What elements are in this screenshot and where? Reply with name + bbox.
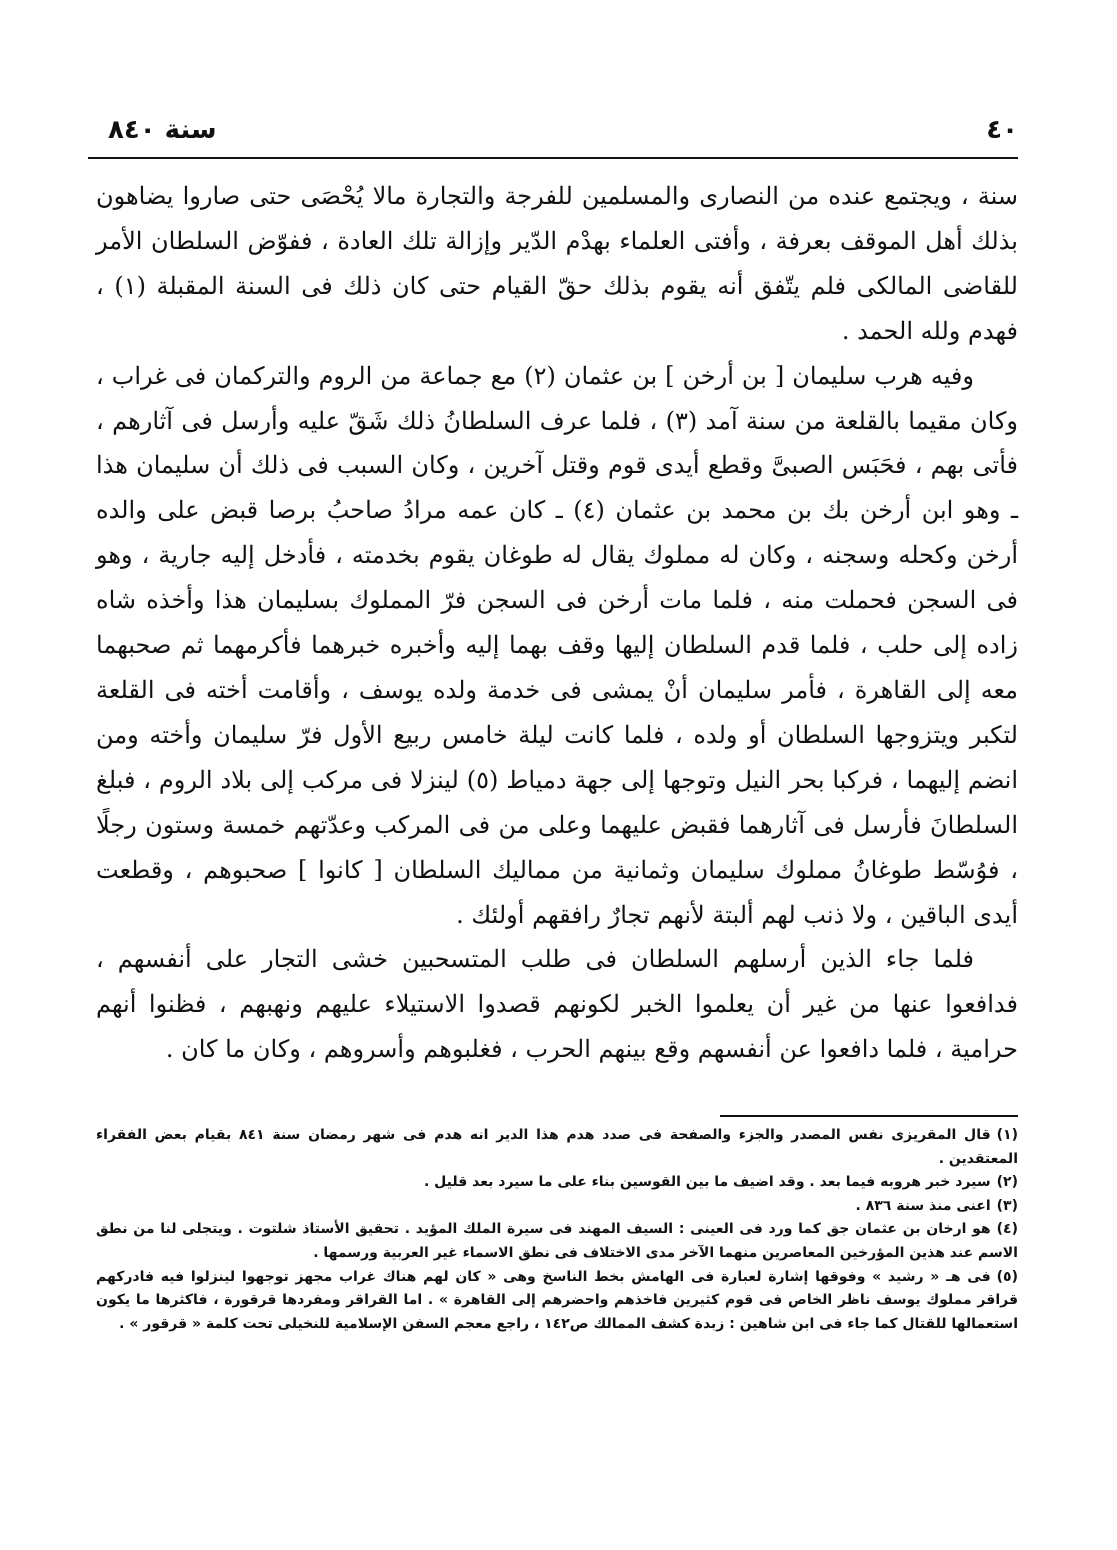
footnote-text: فى هـ « رشيد » وفوقها إشارة لعبارة فى الهامش بخط الناسخ وهى « كان لهم هناك غراب مجهز توجهوا لينزلوا فيه فادركهم قراقر مملوك يوسف ناظر الخاص فى قوم كثيرين فاخذهم واحضرهم إلى القاهرة » . اما القراقر ومفردها قرقورة ، فاكثرها ما يكون استعمالها للقتال كما جاء فى ابن شاهين : زبدة كشف الممالك ص١٤٢ ، راجع معجم السفن الإسلامية للنخيلى تحت كلمة « قرقور » . bbox=[96, 1268, 1018, 1332]
footnote-number: (٣) bbox=[996, 1197, 1018, 1214]
footnote-number: (٥) bbox=[996, 1268, 1018, 1285]
page-number: ٤٠ bbox=[986, 115, 1018, 145]
paragraph: وفيه هرب سليمان [ بن أرخن ] بن عثمان (٢) مع جماعة من الروم والتركمان فى غراب ، وكان مقيما بالقلعة من سنة آمد (٣) ، فلما عرف السلطانُ ذلك شَقّ عليه وأرسل فى آثارهم ، فأتى بهم ، فحَبَس الصبىَّ وقطع أيدى قوم وقتل آخرين ، وكان السبب فى ذلك أن سليمان هذا ـ وهو ابن أرخن بك بن محمد بن عثمان (٤) ـ كان عمه مرادُ صاحبُ برصا قبض على والده أرخن وكحله وسجنه ، وكان له مملوك يقال له طوغان يقوم بخدمته ، فأدخل إليه جارية ، وهو فى السجن فحملت منه ، فلما مات أرخن فى السجن فرّ المملوك بسليمان هذا وأخذه شاه زاده إلى حلب ، فلما قدم السلطان إليها وقف بهما إليه وأخبره خبرهما فأكرمهما ثم صحبهما معه إلى القاهرة ، فأمر سليمان أنْ يمشى فى خدمة ولده يوسف ، وأقامت أخته فى القلعة لتكبر ويتزوجها السلطان أو ولده ، فلما كانت ليلة خامس ربيع الأول فرّ سليمان وأخته ومن انضم إليهما ، فركبا بحر النيل وتوجها إلى جهة دمياط (٥) لينزلا فى مركب إلى بلاد الروم ، فبلغ السلطانَ فأرسل فى آثارهما فقبض عليهما وعلى من فى المركب وعدّتهم خمسة وستون رجلًا ، فوُسّط طوغانُ مملوك سليمان وثمانية من مماليك السلطان [ كانوا ] صحبوهم ، وقطعت أيدى الباقين ، ولا ذنب لهم ألبتة لأنهم تجارٌ رافقهم أولئك . bbox=[96, 361, 1018, 929]
footnote-number: (٤) bbox=[996, 1221, 1018, 1238]
footnote-number: (٢) bbox=[996, 1174, 1018, 1191]
paragraph: فلما جاء الذين أرسلهم السلطان فى طلب المتسحبين خشى التجار على أنفسهم ، فدافعوا عنها من غير أن يعلموا الخبر لكونهم قصدوا الاستيلاء عليهم ونهبهم ، فظنوا أنهم حرامية ، فلما دافعوا عن أنفسهم وقع بينهم الحرب ، فغلبوهم وأسروهم ، وكان ما كان . bbox=[96, 945, 1018, 1064]
footnote-text: هو ارخان بن عثمان جق كما ورد فى العينى : السيف المهند فى سيرة الملك المؤيد . تحقيق الأستاذ شلتوت . ويتجلى لنا من نطق الاسم عند هذين المؤرخين المعاصرين منهما الآخر مدى الاختلاف فى نطق الاسماء غير العربية ورسمها . bbox=[96, 1221, 1018, 1261]
footnote bbox=[96, 1124, 1018, 1171]
footnote-text: سيرد خبر هروبه فيما بعد . وقد اضيف ما بين القوسين بناء على ما سيرد بعد قليل . bbox=[423, 1174, 991, 1191]
paragraph: سنة ، ويجتمع عنده من النصارى والمسلمين للفرجة والتجارة مالا يُحْصَى حتى صاروا يضاهون بذلك أهل الموقف بعرفة ، وأفتى العلماء بهدْم الدّير وإزالة تلك العادة ، ففوّض السلطان الأمر للقاضى المالكى فلم يتّفق أنه يقوم بذلك حقّ القيام حتى كان ذلك فى السنة المقبلة (١) ، فهدم ولله الحمد . bbox=[96, 182, 1018, 345]
running-head-year: سنة ٨٤٠ bbox=[108, 115, 217, 145]
header-divider bbox=[88, 157, 1018, 159]
main-text bbox=[96, 174, 1018, 1072]
footnote-text: اعنى منذ سنة ٨٣٦ . bbox=[855, 1197, 991, 1214]
page-header bbox=[88, 112, 1018, 152]
footnote bbox=[96, 1171, 1018, 1195]
footnote-number: (١) bbox=[996, 1127, 1018, 1143]
footnote bbox=[96, 1195, 1018, 1219]
footnote-divider bbox=[720, 1115, 1018, 1117]
footnote bbox=[96, 1266, 1018, 1337]
footnotes bbox=[96, 1124, 1018, 1336]
footnote-text: قال المقريزى نفس المصدر والجزء والصفحة فى صدد هدم هذا الدير انه هدم فى شهر رمضان سنة ٨٤١ بقيام بعض الفقراء المعتقدين . bbox=[96, 1127, 1018, 1167]
footnote bbox=[96, 1218, 1018, 1265]
